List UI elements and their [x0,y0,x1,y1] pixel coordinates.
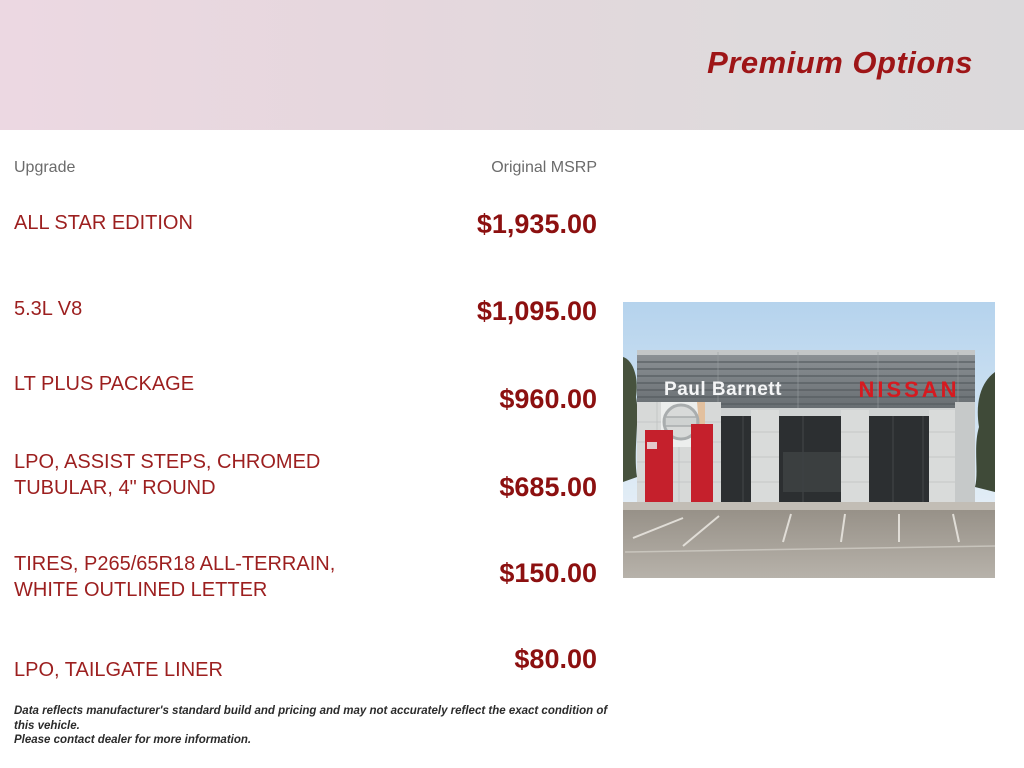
table-row [14,449,597,501]
upgrade-name: ALL STAR EDITION [14,212,193,234]
table-row [14,551,597,603]
disclaimer-line-1: Data reflects manufacturer's standard build and pricing and may not accurately reflect the exact condition of this vehicle. [14,705,608,732]
entrance-tower [637,402,721,510]
msrp-value: $1,095.00 [476,296,597,326]
glass-reflection [783,452,843,492]
msrp-value: $960.00 [499,384,597,414]
table-header-row [14,158,597,178]
table-row [14,644,597,683]
msrp-value: $1,935.00 [476,209,597,239]
upgrade-name: LT PLUS PACKAGE [14,373,195,395]
table-row [14,209,597,239]
upgrade-name: LPO, ASSIST STEPS, CHROMED TUBULAR, 4" ROUND [14,451,321,499]
column-header-upgrade: Upgrade [14,159,76,176]
column-header-msrp: Original MSRP [491,159,597,176]
dealership-photo-illustration [623,302,995,578]
upgrade-name: 5.3L V8 [14,298,83,320]
disclaimer-line-2: Please contact dealer for more information. [14,734,252,746]
table-row [14,296,597,326]
upgrade-name: LPO, TAILGATE LINER [14,659,223,681]
page-title: Premium Options [707,45,973,80]
disclaimer [14,704,614,748]
dealer-name-sign: Paul Barnett [664,379,782,400]
options-table [14,0,597,768]
fascia-band [637,350,975,408]
table-row [14,371,597,414]
msrp-value: $150.00 [499,558,597,588]
msrp-value: $80.00 [514,644,597,674]
upgrade-name: TIRES, P265/65R18 ALL-TERRAIN, WHITE OUTLINED LETTER [14,553,336,601]
msrp-value: $685.00 [499,472,597,502]
dealership-photo [623,302,995,578]
nissan-brand-sign: NISSAN [858,377,960,402]
